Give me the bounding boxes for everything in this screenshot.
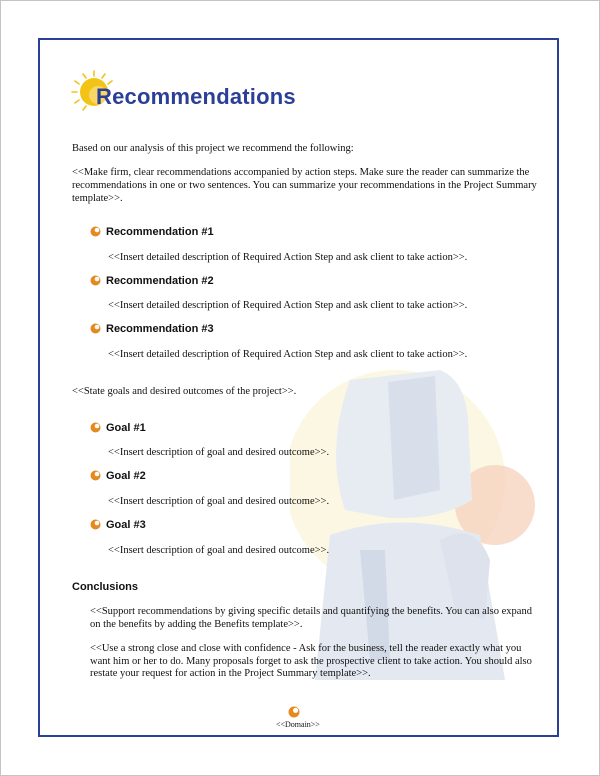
footer-domain: <<Domain>> (276, 720, 320, 729)
goal-3-heading: Goal #3 (106, 519, 146, 531)
recommendation-3-heading: Recommendation #3 (106, 323, 214, 335)
goal-2-description: <<Insert description of goal and desired outcome>>. (108, 496, 330, 507)
orange-circle-bullet-icon (90, 470, 101, 481)
intro-text: Based on our analysis of this project we recommend the following: (72, 143, 354, 154)
goal-2-heading: Goal #2 (106, 470, 146, 482)
goal-3-description: <<Insert description of goal and desired outcome>>. (108, 545, 330, 556)
recommendation-3-description: <<Insert detailed description of Required Action Step and ask client to take action>>. (108, 349, 468, 360)
orange-circle-bullet-icon (90, 226, 101, 237)
orange-circle-bullet-icon (90, 422, 101, 433)
footer-logo-icon (288, 706, 300, 718)
welder-watermark-icon (290, 360, 540, 690)
recommendation-2-heading: Recommendation #2 (106, 275, 214, 287)
orange-circle-bullet-icon (90, 323, 101, 334)
conclusions-paragraph-2: <<Use a strong close and close with confidence - Ask for the business, tell the reader exactly what you want him or her to do. Many proposals forget to ask the prospective client to take action. You should also restate your request for action in the Project Summary template>>. (90, 643, 532, 679)
goal-1-heading: Goal #1 (106, 422, 146, 434)
page-title: Recommendations (96, 84, 296, 109)
recommendation-1-heading: Recommendation #1 (106, 226, 214, 238)
orange-circle-bullet-icon (90, 519, 101, 530)
conclusions-paragraph-1: <<Support recommendations by giving specific details and quantifying the benefits. You can also expand on the benefits by adding the Benefits template>>. (90, 606, 532, 630)
goal-1-description: <<Insert description of goal and desired outcome>>. (108, 447, 330, 458)
recommendation-1-description: <<Insert detailed description of Required Action Step and ask client to take action>>. (108, 252, 468, 263)
orange-circle-bullet-icon (90, 275, 101, 286)
goals-intro-text: <<State goals and desired outcomes of the project>>. (72, 386, 297, 397)
recommendation-2-description: <<Insert detailed description of Required Action Step and ask client to take action>>. (108, 300, 468, 311)
conclusions-heading: Conclusions (72, 581, 139, 593)
instructions-text: <<Make firm, clear recommendations accompanied by action steps. Make sure the reader can summarize the recommendations in one or two sentences. You can summarize your recommendations in the Project Summary template>>. (72, 167, 537, 204)
